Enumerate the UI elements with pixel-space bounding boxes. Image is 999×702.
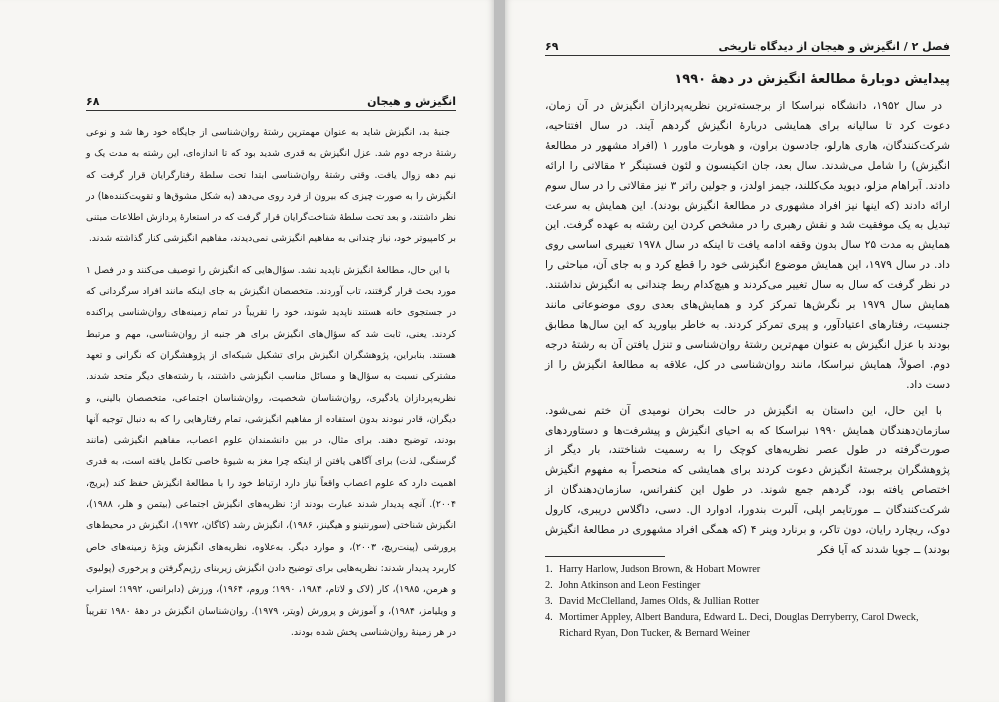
left-paragraph-2: با این حال، مطالعهٔ انگیزش ناپدید نشد. سؤال‌هایی که انگیزش را توصیف می‌کنند و در فصل ۱ مورد بحث قرار گرفتند، تاب آوردند. متخصصان انگیزش به جای اینکه مانند افراد سرگردانی که در جستجوی خانه هستند ناپدید شوند، خود را تقریباً در تمام زمینه‌های روان‌شناسی پراکنده کردند. یعنی، ثابت شد که سؤال‌های انگیزش برای هر جنبه از روان‌شناسی، مهم و مرتبط هستند. بنابراین، پژوهشگران انگیزش برای تشکیل شبکه‌ای از پژوهشگران که نگرانی و تعهد مشترکی نسبت به سؤال‌ها و مسائل مناسب انگیزشی داشتند، با رشته‌های دیگر متحد شدند. نظریه‌پردازان یادگیری، روان‌شناسان شخصیت، روان‌شناسان اجتماعی، متخصصان بالینی، و دیگران، قادر نبودند بدون استفاده از مفاهیم انگیزشی، تمام رفتارهایی را که به دنبال توجیه آنها بودند، توضیح دهند. برای مثال، در بین دانشمندان علوم اعصاب، مفاهیم انگیزشی (مانند گرسنگی، لذت) برای آگاهی یافتن از اینکه چرا مغز به شیوهٔ خاصی تکامل یافته است، به قدری اهمیت دارد که علوم اعصاب واقعاً نیاز دارد ارتباط خود را با مطالعهٔ انگیزش حفظ کند (بریج، ۲۰۰۴). آنچه پدیدار شدند عبارت بودند از: نظریه‌های انگیزش اجتماعی (بیتمن و هلر، ۱۹۸۸)، انگیزش شناختی (سورنتینو و هیگینز، ۱۹۸۶)، انگیزش رشد (کاگان، ۱۹۷۲)، انگیزش در محیط‌های پرورشی (پینت‌ریچ، ۲۰۰۳)، و موارد دیگر. به‌علاوه، نظریه‌های انگیزش ویژهٔ زمینه‌های خاص کاربرد پدیدار شدند: نظریه‌هایی برای توضیح دادن انگیزش زیربنای رژیم‌گرفتن و پرخوری (پولیوی و هرمن، ۱۹۸۵)، کار (لاک و لاتام، ۱۹۸۴، ۱۹۹۰؛ وروم، ۱۹۶۴)، ورزش (دا‌برانس، ۱۹۹۲؛ استراب و ویلیامز، ۱۹۸۴)، و آموزش و پرورش (ویتر، ۱۹۷۹). روان‌شناسان انگیزش در دههٔ ۱۹۸۰ تقریباً در هر زمینهٔ روان‌شناسی پخش شده بودند.	[86, 264, 456, 638]
book-spine	[494, 0, 505, 702]
footnote-text: David McClelland, James Olds, & Jullian Rotter	[559, 596, 760, 607]
footnote-number: 4.	[545, 612, 553, 623]
left-running-title: انگیزش و هیجان	[367, 95, 456, 108]
footnote-text: Mortimer Appley, Albert Bandura, Edward L. Deci, Douglas Derryberry, Carol Dweck, Richard Ryan, Don Tucker, & Bernard Weiner	[559, 612, 919, 639]
footnote-item	[545, 610, 950, 642]
footnote-number: 2.	[545, 580, 553, 591]
footnote-number: 1.	[545, 564, 553, 575]
left-page	[0, 0, 494, 702]
left-paragraph-1: جنبهٔ بد، انگیزش شاید به عنوان مهمترین رشتهٔ روان‌شناسی از جایگاه خود رها شد و نوعی رشتهٔ درجه دوم شد. عزل انگیزش به قدری شدید بود که تا اندازه‌ای، این رشته به مدت یک و نیم دهه زوال یافت. وقتی رشتهٔ روان‌شناسی ابتدا تحت سلطهٔ رفتارگرایان قرار گرفت که انگیزش را به صورت چیزی که بیرون از فرد روی می‌دهد (به شکل مشوق‌ها و تقویت‌کننده‌ها) در نظر داشتند، و بعد تحت سلطهٔ شناخت‌گرایان قرار گرفت که در استعارهٔ پردازش اطلاعات مبتنی بر کامپیوتر خود، نیاز چندانی به مفاهیم انگیزشی نمی‌دیدند، مفاهیم انگیزشی کنار گذاشته شدند.	[86, 127, 456, 245]
footnote-number: 3.	[545, 596, 553, 607]
footnote-item	[545, 578, 950, 594]
footnote-item	[545, 562, 950, 578]
right-running-head	[545, 39, 950, 56]
left-body-text	[86, 122, 456, 653]
section-title: پیدایش دوبارهٔ مطالعهٔ انگیزش در دههٔ ۱۹۹۰	[674, 72, 950, 87]
footnote-text: Harry Harlow, Judson Brown, & Hobart Mowrer	[559, 564, 761, 575]
footnotes	[545, 562, 950, 642]
left-page-number: ۶۸	[86, 95, 100, 108]
right-paragraph-2: با این حال، این داستان به انگیزش در حالت بحران نومیدی آن ختم نمی‌شود. سازمان‌دهندگان همایش ۱۹۹۰ نبراسکا که به احیای انگیزش و پیشرفت‌ها و دستاوردهای صورت‌گرفته در طول عصر نظریه‌های کوچک را به رسمیت شناختند، بار دیگر از پژوهشگران برجستهٔ انگیزش دعوت کردند برای همایشی که منحصراً به مفهوم انگیزش اختصاص یافته بود، گردهم جمع شوند. در طول این کنفرانس، سازمان‌دهندگان از شرکت‌کنندگان ــ مورتایمر اپلی، آلبرت بندورا، ادوارد ال. دسی، داگلاس دریبری، کارول دوک، ریچارد رایان، دون تاکر، و برنارد وینر ۴ (که همگی افراد مشهوری در مطالعهٔ انگیزش بودند) ــ جویا شدند که آیا فکر	[545, 403, 950, 556]
footnote-divider	[545, 556, 665, 557]
footnote-item	[545, 594, 950, 610]
right-running-title: فصل ۲ / انگیزش و هیجان از دیدگاه تاریخی	[718, 40, 950, 53]
footnote-text: John Atkinson and Leon Festinger	[559, 580, 701, 591]
right-body-text	[545, 96, 950, 566]
right-page	[505, 0, 999, 702]
right-paragraph-1: در سال ۱۹۵۲، دانشگاه نبراسکا از برجسته‌ترین نظریه‌پردازان انگیزش در آن زمان، دعوت کرد تا سالیانه برای همایشی دربارهٔ انگیزش گردهم آیند. در سال افتتاحیه، شرکت‌کنندگان، هاری هارلو، جادسون براون، و هوبارت ماورر ۱ (افراد مشهور در مطالعهٔ انگیزش) را شامل می‌شدند. سال بعد، جان اتکینسون و لئون فستینگر ۲ مقالاتی را ارائه دادند. آبراهام مزلو، دیوید مک‌کللند، جیمز اولدز، و جولین راتر ۳ نیز مقالاتی را در سال سوم ارائه دادند (که اینها نیز افراد مشهوری در مطالعهٔ انگیزش بودند). این همایش به سرعت تبدیل به یک موفقیت شد و نقش رهبری را در مشخص کردن این رشته به عهده گرفت. این همایش به مدت ۲۵ سال بدون وقفه ادامه یافت تا اینکه در سال ۱۹۷۸ تغییری اساسی روی داد. در سال ۱۹۷۹، این همایش موضوع انگیزشی خود را قطع کرد و به جای آن، مباحثی را در نظر گرفت که سال به سال تغییر می‌کردند و هیچ‌کدام ربط چندانی به انگیزش نداشتند. همایش سال ۱۹۷۹ بر نگرش‌ها تمرکز کرد و همایش‌های بعدی روی موضوعاتی مانند جنسیت، رفتارهای اعتیادآور، و پیری تمرکز کردند. به خاطر بیاورید که این سال‌ها مطابق بودند با عزل انگیزش به عنوان مهم‌ترین رشتهٔ روان‌شناسی و تنزل یافتن آن به رشتهٔ درجه دوم. اصولاً، همایش نبراسکا، مانند روان‌شناسی در کل، علاقه به مطالعهٔ انگیزش را از دست داد.	[545, 99, 951, 391]
left-running-head	[86, 94, 456, 111]
right-page-number: ۶۹	[545, 40, 559, 53]
